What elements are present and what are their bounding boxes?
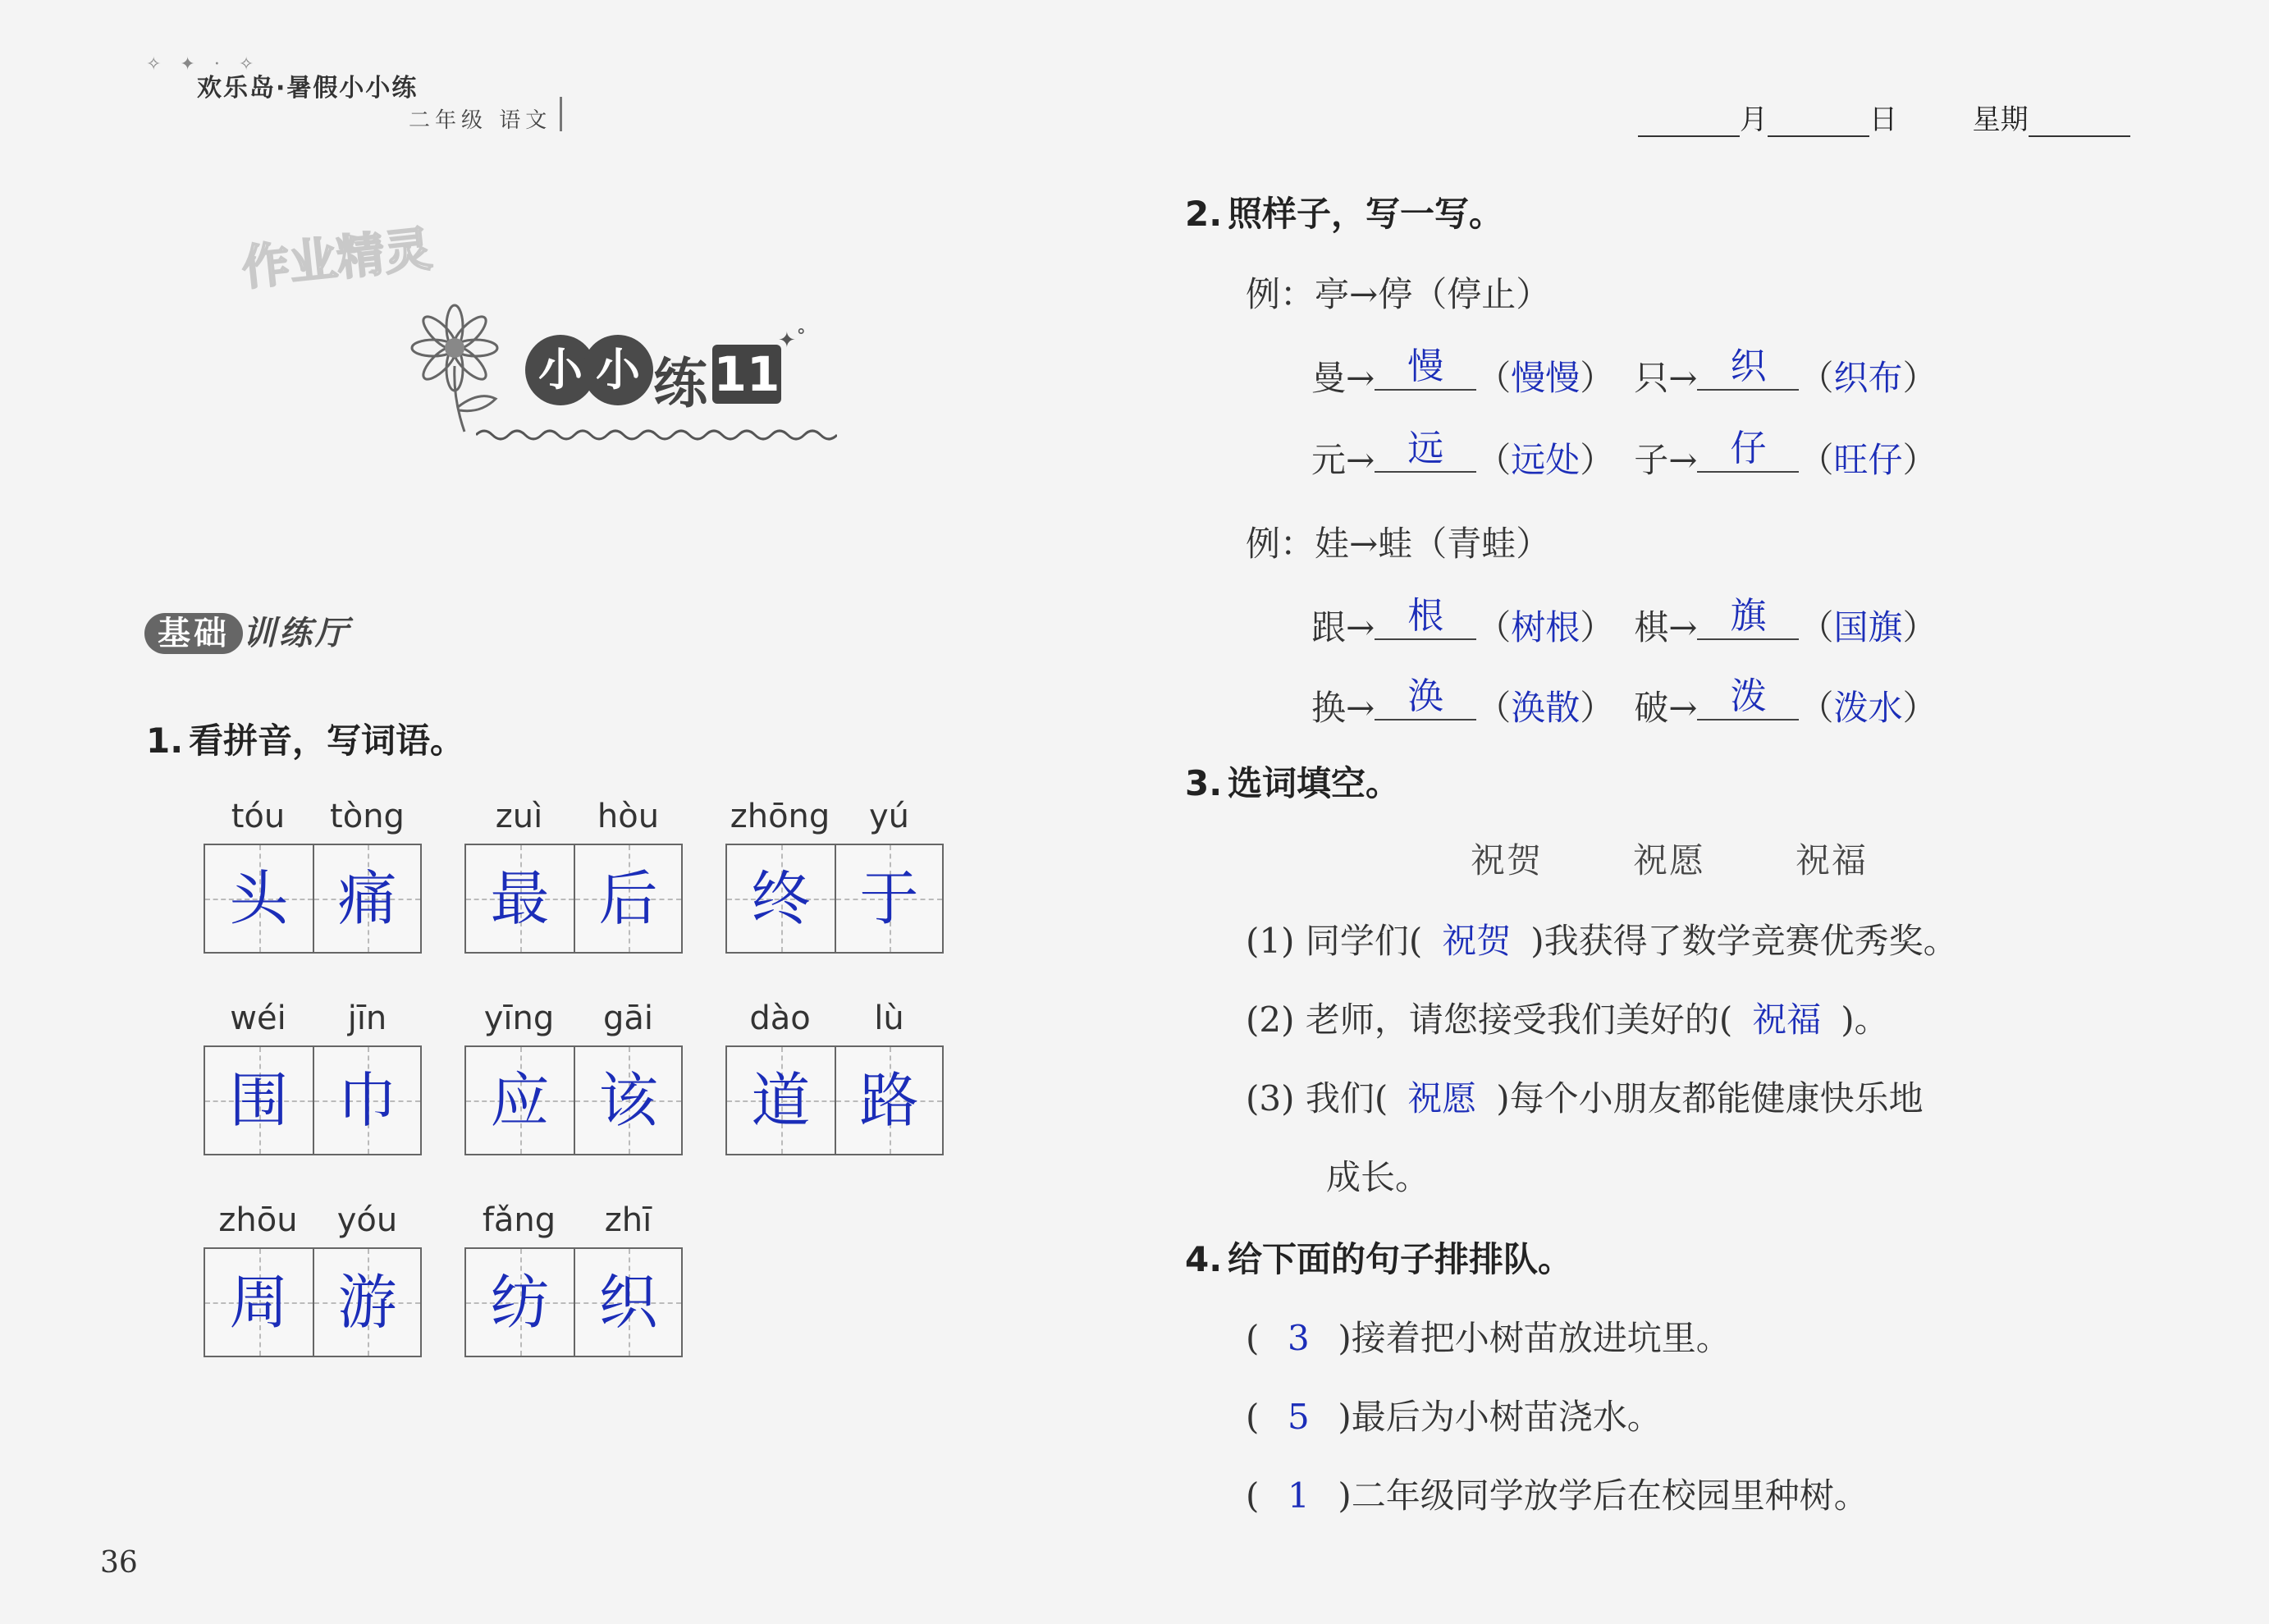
month-blank[interactable] [1638, 108, 1740, 137]
q3-s2-pre: (2) 老师，请您接受我们美好的( [1246, 1000, 1733, 1040]
pinyin-syllable: zhōng [730, 798, 830, 835]
pinyin-syllable: jīn [347, 1000, 387, 1037]
pinyin-word-box [464, 1000, 683, 1155]
q3-sentence-2 [1246, 993, 1889, 1042]
q2-heading [1185, 187, 1503, 236]
q2-number: 2. [1185, 194, 1223, 234]
pinyin-syllable: tóu [231, 798, 286, 835]
char-cell[interactable] [205, 1047, 313, 1154]
q2-example-1: 例：亭→停（停止） [1246, 274, 1551, 314]
decorative-stars-icon: ✧ ✦ · ✧ [146, 54, 261, 75]
q2-answer-word[interactable]: 远处 [1511, 440, 1581, 480]
written-character: 于 [859, 864, 919, 933]
char-cell[interactable] [835, 845, 942, 952]
pinyin-word-box [464, 798, 683, 954]
grade-subject: 二年级 语文 [409, 108, 552, 133]
q2-answer-word[interactable]: 国旗 [1833, 607, 1903, 647]
paren-open: （ [1799, 358, 1834, 398]
pinyin-word-box [725, 798, 944, 954]
q2-source-char: 曼→ [1311, 358, 1375, 398]
pinyin-syllable: zhī [604, 1201, 652, 1239]
written-character: 痛 [337, 864, 397, 933]
paren-open: （ [1476, 440, 1512, 480]
title-char-3: 练 [653, 352, 707, 415]
pinyin-syllable: zuì [495, 798, 543, 835]
char-cell[interactable] [205, 845, 313, 952]
day-blank[interactable] [1768, 108, 1869, 137]
q1-heading [146, 714, 464, 763]
paren-close: ） [1580, 688, 1615, 728]
char-cell[interactable] [835, 1047, 942, 1154]
paren-open: ( [1246, 1475, 1260, 1516]
page-number: 36 [100, 1546, 138, 1580]
q3-s3-answer[interactable]: 祝愿 [1407, 1078, 1477, 1119]
q2-answer-blank[interactable]: 仔 [1697, 419, 1799, 473]
paren-open: （ [1476, 688, 1512, 728]
day-label: 日 [1869, 103, 1897, 136]
written-character: 游 [337, 1268, 397, 1337]
q3-s2-answer[interactable]: 祝福 [1752, 1000, 1822, 1040]
header-divider [560, 97, 562, 131]
written-character: 头 [229, 864, 289, 933]
q2-row [1311, 675, 1937, 732]
section-tag [144, 607, 351, 654]
q3-s1-pre: (1) 同学们( [1246, 921, 1423, 961]
tianzige-cells [204, 1045, 422, 1155]
q1-prompt: 看拼音，写词语。 [189, 721, 465, 761]
q4-number: 4. [1185, 1239, 1223, 1279]
title-char-1: 小 [525, 335, 596, 405]
watermark: 作业精灵 [239, 221, 435, 296]
q3-heading [1185, 757, 1400, 806]
q3-option: 祝福 [1796, 840, 1869, 881]
written-character: 织 [598, 1268, 658, 1337]
q4-sentence-text: )二年级同学放学后在校园里种树。 [1338, 1475, 1869, 1516]
char-cell[interactable] [466, 1249, 574, 1356]
pinyin-line [464, 798, 683, 844]
pinyin-syllable: yīng [483, 1000, 555, 1037]
series-title: 欢乐岛·暑假小小练 [197, 74, 419, 103]
q3-s2-post: )。 [1841, 1000, 1889, 1040]
q3-option: 祝贺 [1471, 840, 1544, 881]
pinyin-line [464, 1201, 683, 1247]
q2-source-char: 只→ [1634, 358, 1698, 398]
pinyin-word-box [204, 1000, 422, 1155]
pinyin-syllable: gāi [602, 1000, 653, 1037]
q2-answer-blank[interactable]: 涣 [1375, 666, 1476, 721]
char-cell[interactable] [727, 845, 835, 952]
pinyin-syllable: tòng [330, 798, 405, 835]
q2-prompt: 照样子，写一写。 [1228, 194, 1504, 234]
written-character: 该 [598, 1066, 658, 1135]
q3-s1-answer[interactable]: 祝贺 [1442, 921, 1512, 961]
q2-answer-blank[interactable]: 慢 [1375, 336, 1476, 391]
q2-answer-word[interactable]: 慢慢 [1511, 358, 1581, 398]
q4-sentence [1246, 1311, 1731, 1361]
q2-source-char: 换→ [1311, 688, 1375, 728]
paren-open: ( [1246, 1397, 1260, 1437]
written-character: 终 [751, 864, 811, 933]
q3-s3-post: )每个小朋友都能健康快乐地 [1496, 1078, 1924, 1119]
paren-close: ） [1902, 607, 1937, 647]
q3-sentence-3-cont: 成长。 [1326, 1157, 1430, 1197]
pinyin-syllable: dào [749, 1000, 811, 1037]
q2-answer-word[interactable]: 织布 [1833, 358, 1903, 398]
written-character: 最 [490, 864, 550, 933]
char-cell[interactable] [574, 1249, 681, 1356]
q2-answer-blank[interactable]: 泼 [1697, 666, 1799, 721]
paren-open: （ [1476, 607, 1512, 647]
paren-open: （ [1799, 607, 1834, 647]
paren-open: （ [1476, 358, 1512, 398]
paren-close: ） [1902, 688, 1937, 728]
q4-sentence-text: )接着把小树苗放进坑里。 [1338, 1318, 1731, 1358]
sparkle-icon: ✦˚ [778, 328, 807, 353]
paren-close: ） [1902, 440, 1937, 480]
tianzige-cells [725, 1045, 944, 1155]
q4-prompt: 给下面的句子排排队。 [1228, 1239, 1573, 1279]
q2-source-char: 子→ [1634, 440, 1698, 480]
q2-answer-blank[interactable]: 旗 [1697, 586, 1799, 640]
char-cell[interactable] [313, 1047, 420, 1154]
pinyin-syllable: hòu [597, 798, 660, 835]
q2-row [1311, 597, 1937, 652]
tianzige-cells [464, 1247, 683, 1357]
paren-close: ） [1580, 440, 1615, 480]
q2-source-char: 破→ [1634, 688, 1698, 728]
char-cell[interactable] [205, 1249, 313, 1356]
q2-answer-word[interactable]: 泼水 [1833, 688, 1903, 728]
q2-source-char: 跟→ [1311, 607, 1375, 647]
written-character: 纺 [490, 1268, 550, 1337]
lesson-title-badge [525, 328, 821, 419]
q2-answer-word[interactable]: 涣散 [1511, 688, 1581, 728]
pinyin-line [204, 798, 422, 844]
written-character: 应 [490, 1066, 550, 1135]
written-character: 周 [229, 1268, 289, 1337]
lesson-number: 11 [713, 346, 780, 402]
q3-prompt: 选词填空。 [1228, 763, 1401, 803]
pinyin-syllable: yóu [336, 1201, 398, 1239]
q1-number: 1. [146, 721, 184, 761]
written-character: 路 [859, 1066, 919, 1135]
tianzige-cells [464, 844, 683, 954]
q4-sentence-text: )最后为小树苗浇水。 [1338, 1397, 1662, 1437]
section-tag-pill: 基础 [144, 613, 243, 654]
q2-row [1311, 430, 1937, 484]
weekday-label: 星期 [1972, 103, 2029, 136]
pinyin-syllable: fǎng [482, 1201, 556, 1239]
q4-order-answer[interactable]: 3 [1288, 1318, 1310, 1358]
tianzige-cells [204, 844, 422, 954]
q3-s3-pre: (3) 我们( [1246, 1078, 1388, 1119]
paren-open: ( [1246, 1318, 1260, 1358]
wavy-line-icon [476, 425, 837, 445]
q4-sentence [1246, 1469, 1869, 1518]
q2-row [1311, 345, 1937, 402]
q2-source-char: 元→ [1311, 440, 1375, 480]
written-character: 道 [751, 1066, 811, 1135]
q3-s1-post: )我获得了数学竞赛优秀奖。 [1530, 921, 1958, 961]
pinyin-line [725, 1000, 944, 1045]
date-fields [1638, 97, 2130, 137]
pinyin-line [725, 798, 944, 844]
char-cell[interactable] [313, 845, 420, 952]
pinyin-syllable: wéi [230, 1000, 286, 1037]
q3-sentence-3 [1246, 1072, 1924, 1121]
pinyin-line [464, 1000, 683, 1045]
char-cell[interactable] [727, 1047, 835, 1154]
paren-close: ） [1580, 358, 1615, 398]
month-label: 月 [1740, 103, 1768, 136]
pinyin-line [204, 1000, 422, 1045]
pinyin-word-box [725, 1000, 944, 1155]
flower-icon [405, 300, 512, 440]
q2-source-char: 棋→ [1634, 607, 1698, 647]
pinyin-syllable: lù [874, 1000, 904, 1037]
q3-option: 祝愿 [1633, 840, 1706, 881]
written-character: 后 [598, 864, 658, 933]
paren-close: ） [1580, 607, 1615, 647]
q2-answer-blank[interactable]: 远 [1375, 419, 1476, 473]
q2-example-2: 例：娃→蛙（青蛙） [1246, 524, 1551, 564]
weekday-blank[interactable] [2029, 108, 2130, 137]
section-tag-text: 训练厅 [243, 615, 351, 652]
written-character: 巾 [337, 1066, 397, 1135]
written-character: 围 [229, 1066, 289, 1135]
q4-sentence [1246, 1390, 1662, 1439]
q2-answer-blank[interactable]: 织 [1697, 336, 1799, 391]
pinyin-syllable: yú [868, 798, 910, 835]
char-cell[interactable] [574, 1047, 681, 1154]
title-char-2: 小 [583, 335, 653, 405]
pinyin-word-box [204, 1201, 422, 1357]
q2-answer-blank[interactable]: 根 [1375, 586, 1476, 640]
pinyin-syllable: zhōu [218, 1201, 298, 1239]
pinyin-word-box [204, 798, 422, 954]
q2-answer-word[interactable]: 旺仔 [1833, 440, 1903, 480]
q3-word-options [1471, 834, 1958, 883]
q3-sentence-1 [1246, 914, 1958, 963]
q4-heading [1185, 1233, 1572, 1282]
char-cell[interactable] [313, 1249, 420, 1356]
q4-order-answer[interactable]: 1 [1288, 1475, 1310, 1516]
tianzige-cells [464, 1045, 683, 1155]
paren-open: （ [1799, 440, 1834, 480]
pinyin-word-box [464, 1201, 683, 1357]
tianzige-cells [204, 1247, 422, 1357]
char-cell[interactable] [574, 845, 681, 952]
q3-number: 3. [1185, 763, 1223, 803]
q2-answer-word[interactable]: 树根 [1511, 607, 1581, 647]
tianzige-cells [725, 844, 944, 954]
char-cell[interactable] [466, 1047, 574, 1154]
paren-close: ） [1902, 358, 1937, 398]
q4-order-answer[interactable]: 5 [1288, 1397, 1310, 1437]
char-cell[interactable] [466, 845, 574, 952]
pinyin-line [204, 1201, 422, 1247]
paren-open: （ [1799, 688, 1834, 728]
